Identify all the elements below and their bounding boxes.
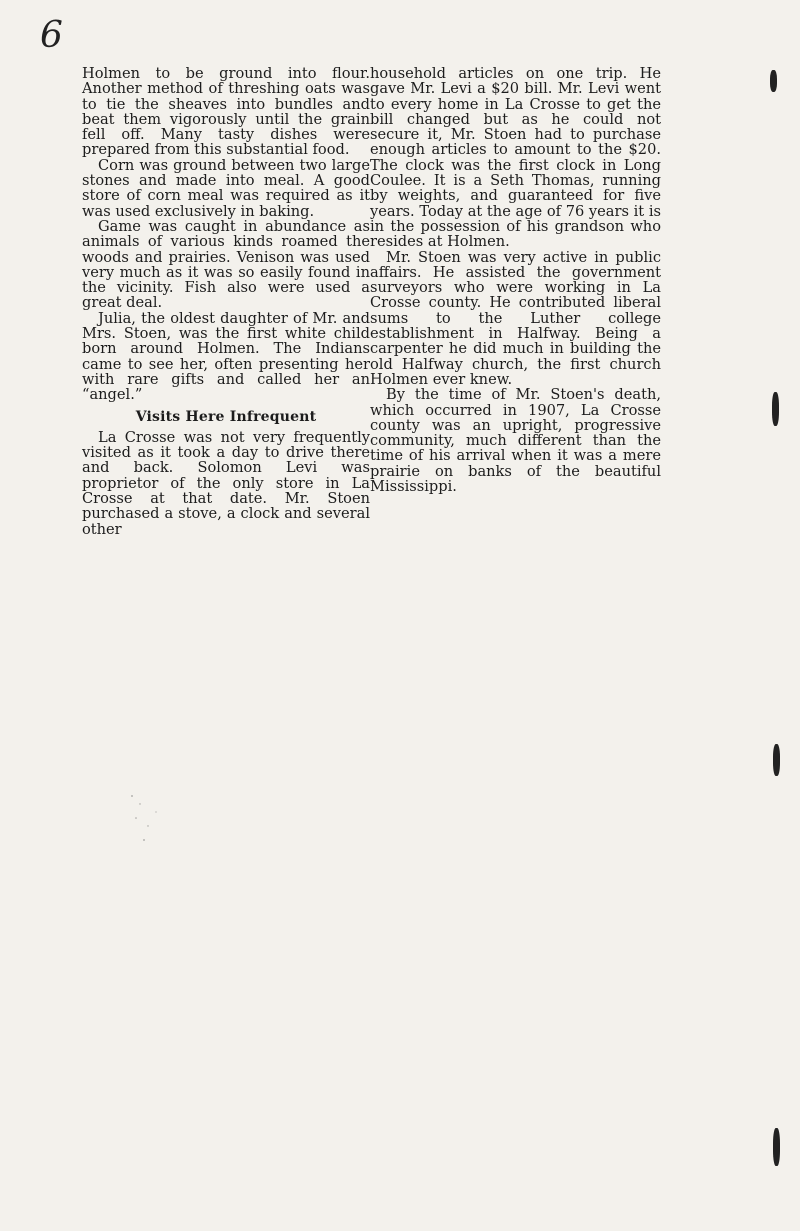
binder-hole-mark: [772, 392, 779, 426]
section-subheading: Visits Here Infrequent: [135, 408, 317, 425]
paragraph: household articles on one trip. He gave Mr. Levi a $20 bill. Mr. Levi went to every home in La Crosse to get the bill changed but as he could not secure it, Mr. Stoen had to purchase enough articles to amount to the $20. The clock was the first clock in Long Coulee. It is a Seth Thomas, running by weights, and guaranteed for five years. Today at the age of 76 years it is in the possession of his grandson who resides at Holmen.: [370, 65, 661, 251]
paragraph: Game was caught in abundance as animals of various kinds roamed the woods and prairies. Venison was used very much as it was so easily found in the vicinity. Fish also were used a great deal.: [82, 217, 370, 312]
left-column: [82, 66, 370, 537]
binder-hole-mark: [773, 1128, 780, 1166]
binder-hole-mark: [770, 70, 777, 92]
paragraph: Holmen to be ground into flour. Another method of threshing oats was to tie the sheaves into bundles and beat them vigorously until the grain fell off. Many tasty dishes were prepared from this substantial food.: [82, 65, 370, 159]
paragraph: Mr. Stoen was very active in public affairs. He assisted the government surveyors who were working in La Crosse county. He contributed liberal sums to the Luther college establishment in Halfway. Being a carpenter he did much in building the old Halfway church, the first church Holmen ever knew.: [370, 248, 661, 388]
right-column: [370, 66, 661, 494]
scan-dust-specks: [128, 790, 168, 850]
page-number: 6: [40, 15, 63, 56]
binder-hole-mark: [773, 744, 780, 776]
paragraph: Julia, the oldest daughter of Mr. and Mrs. Stoen, was the first white child born around Holmen. The Indians came to see her, often presenting her with rare gifts and called her an “angel.”: [82, 309, 370, 404]
paragraph: Corn was ground between two large stones and made into meal. A good store of corn meal was required as it was used exclusively in baking.: [82, 156, 370, 220]
paragraph: By the time of Mr. Stoen's death, which occurred in 1907, La Crosse county was an upright, progressive community, much different than the time of his arrival when it was a mere prairie on banks of the beautiful Mississippi.: [370, 386, 661, 496]
paragraph: La Crosse was not very frequently visited as it took a day to drive there and back. Solomon Levi was proprietor of the only store in La Crosse at that date. Mr. Stoen purchased a stove, a clock and several other: [82, 428, 370, 538]
